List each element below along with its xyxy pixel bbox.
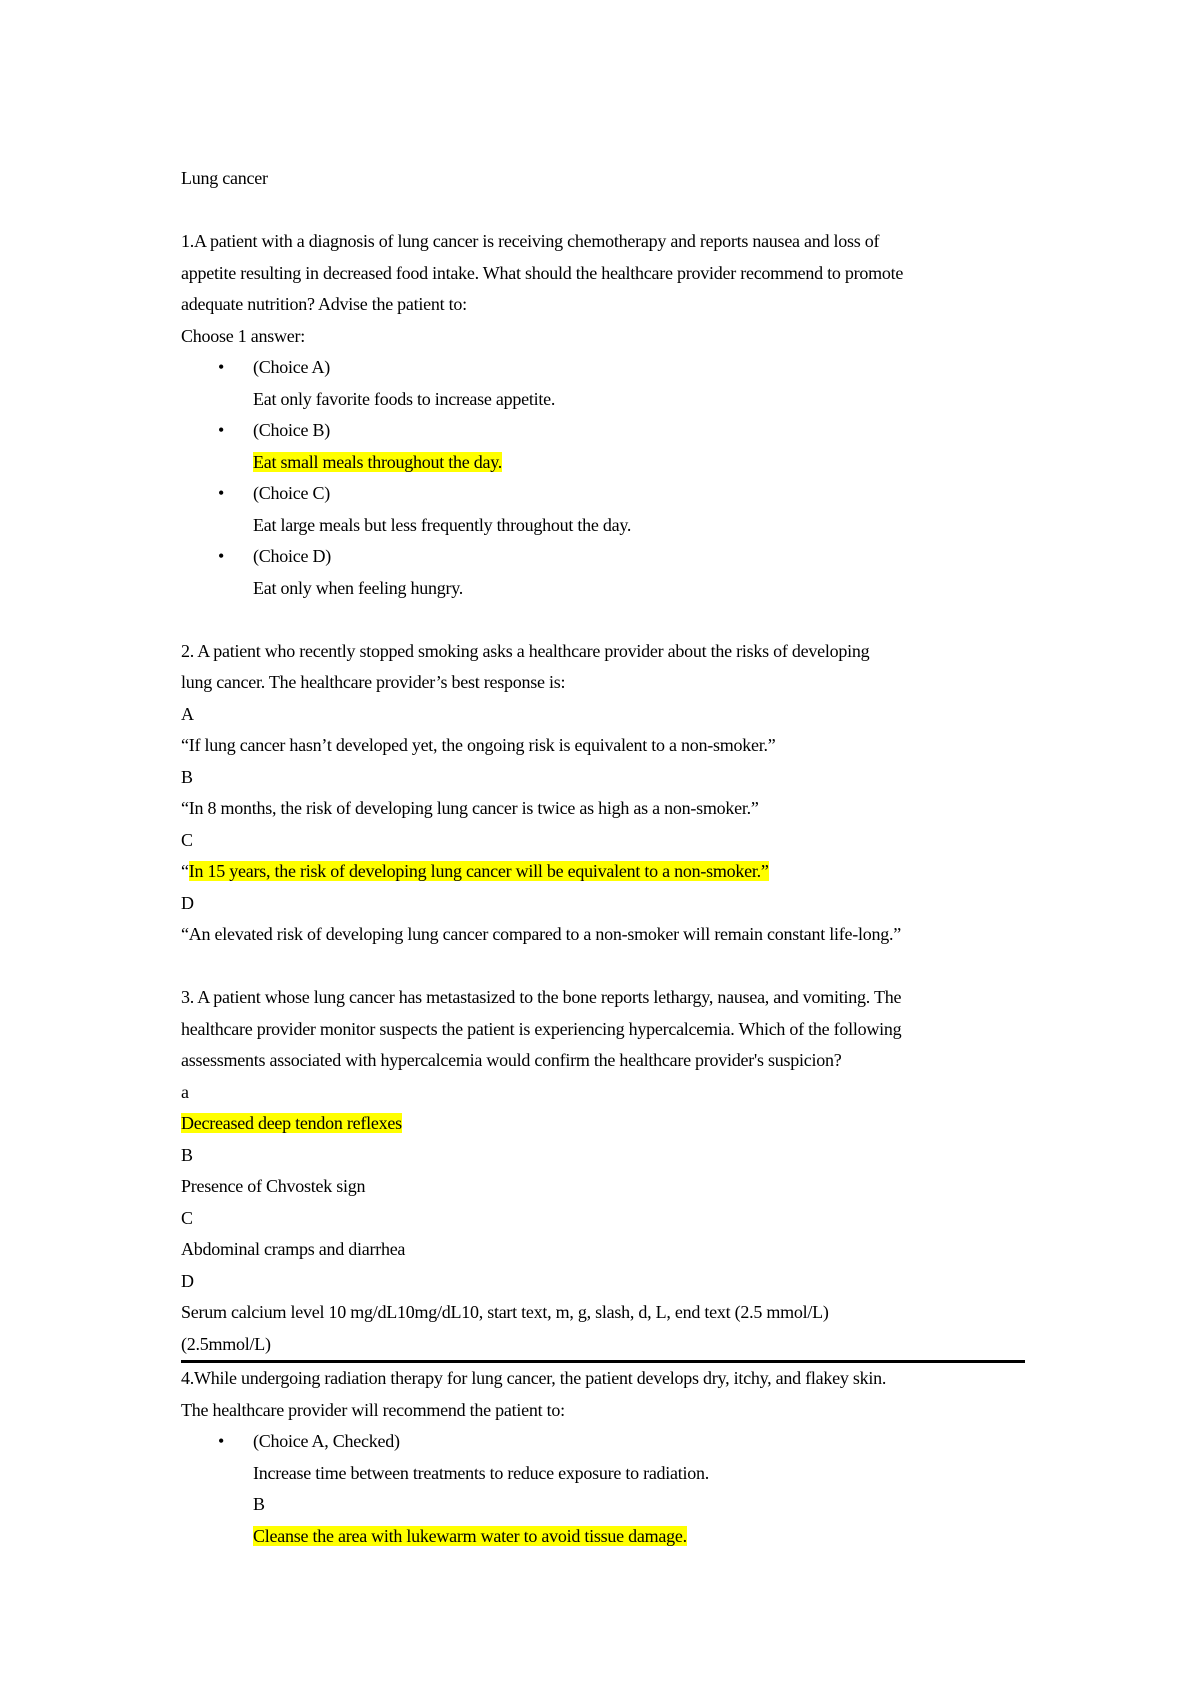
- question-3-choice-b-label: B: [181, 1144, 193, 1165]
- question-1-instruction: Choose 1 answer:: [181, 325, 305, 346]
- question-3-choice-a-label: a: [181, 1081, 189, 1102]
- question-1: [181, 226, 1029, 604]
- question-2-choice-d-text: “An elevated risk of developing lung cancer compared to a non-smoker will remain constant life-long.”: [181, 924, 901, 944]
- question-3-choice-c-text: Abdominal cramps and diarrhea: [181, 1239, 406, 1259]
- question-1-choice-a[interactable]: [181, 352, 1029, 384]
- open-quote: “: [181, 861, 189, 881]
- question-1-choice-c[interactable]: [181, 478, 1029, 510]
- document-title: Lung cancer: [181, 168, 268, 188]
- question-2: [181, 636, 1029, 951]
- question-3-choice-a-text: [181, 1108, 1029, 1140]
- choice-text: Eat only when feeling hungry.: [253, 577, 464, 598]
- question-2-choice-c-label: C: [181, 829, 193, 850]
- choice-label: (Choice A): [253, 357, 330, 377]
- highlighted-answer: In 15 years, the risk of developing lung cancer will be equivalent to a non-smoker.”: [188, 861, 769, 881]
- question-2-choice-c-text: [181, 856, 1029, 888]
- question-3-choice-d-text: Serum calcium level 10 mg/dL10mg/dL10, start text, m, g, slash, d, L, end text (2.5 mmol/L): [181, 1302, 829, 1322]
- question-1-choice-d[interactable]: [181, 541, 1029, 573]
- choice-label: (Choice A, Checked): [253, 1431, 400, 1451]
- question-4-text-line-2: The healthcare provider will recommend the patient to:: [181, 1399, 565, 1420]
- question-3-text-line-3: assessments associated with hypercalcemia would confirm the healthcare provider's suspicion?: [181, 1050, 842, 1070]
- document-body: [181, 163, 1029, 1552]
- question-2-choice-d-label: D: [181, 892, 194, 913]
- question-4: [181, 1363, 1029, 1552]
- spacer: [181, 951, 1029, 983]
- question-2-text-line-2: lung cancer. The healthcare provider’s best response is:: [181, 672, 566, 692]
- question-3-choice-b-text: Presence of Chvostek sign: [181, 1176, 366, 1196]
- question-2-choice-a-label: A: [181, 703, 194, 724]
- question-3-text-line-1: 3. A patient whose lung cancer has metastasized to the bone reports lethargy, nausea, and vomiting. The: [181, 987, 902, 1007]
- choice-text-highlighted: [181, 1521, 1029, 1553]
- question-3-choice-c-label: C: [181, 1207, 193, 1228]
- question-3-choice-d-label: D: [181, 1270, 194, 1291]
- question-3-text-line-2: healthcare provider monitor suspects the patient is experiencing hypercalcemia. Which of the following: [181, 1018, 902, 1039]
- question-1-text-line-1: 1.A patient with a diagnosis of lung cancer is receiving chemotherapy and reports nausea and loss of: [181, 231, 880, 251]
- question-2-choice-b-text: “In 8 months, the risk of developing lung cancer is twice as high as a non-smoker.”: [181, 798, 759, 818]
- spacer: [181, 604, 1029, 636]
- question-2-choice-a-text: “If lung cancer hasn’t developed yet, the ongoing risk is equivalent to a non-smoker.”: [181, 735, 776, 755]
- choice-label: (Choice B): [253, 420, 330, 440]
- highlighted-answer: Decreased deep tendon reflexes: [181, 1113, 402, 1133]
- question-1-text-line-3: adequate nutrition? Advise the patient to:: [181, 294, 467, 314]
- choice-text: Increase time between treatments to reduce exposure to radiation.: [253, 1462, 710, 1483]
- highlighted-answer: Cleanse the area with lukewarm water to avoid tissue damage.: [253, 1525, 687, 1546]
- choice-label: (Choice D): [253, 546, 331, 566]
- question-1-text-line-2: appetite resulting in decreased food intake. What should the healthcare provider recommend to promote: [181, 262, 904, 283]
- bullet-icon: •: [218, 483, 225, 503]
- choice-text: Eat large meals but less frequently throughout the day.: [253, 514, 632, 535]
- question-3-choice-d-text-cont: (2.5mmol/L): [181, 1333, 271, 1354]
- choice-text: Eat only favorite foods to increase appetite.: [253, 388, 556, 409]
- question-4-choice-a[interactable]: [181, 1426, 1029, 1458]
- bullet-icon: •: [218, 1431, 225, 1451]
- bullet-icon: •: [218, 546, 225, 566]
- choice-text-highlighted: [181, 447, 1029, 479]
- question-4-text-line-1: 4.While undergoing radiation therapy for lung cancer, the patient develops dry, itchy, and flakey skin.: [181, 1368, 887, 1388]
- question-3: [181, 982, 1029, 1360]
- spacer: [181, 195, 1029, 227]
- bullet-icon: •: [218, 357, 225, 377]
- highlighted-answer: Eat small meals throughout the day.: [253, 451, 503, 472]
- question-1-choice-b[interactable]: [181, 415, 1029, 447]
- question-4-choice-b-label: B: [253, 1494, 265, 1514]
- question-2-choice-b-label: B: [181, 766, 193, 787]
- choice-label: (Choice C): [253, 483, 330, 503]
- bullet-icon: •: [218, 420, 225, 440]
- question-2-text-line-1: 2. A patient who recently stopped smoking asks a healthcare provider about the risks of developing: [181, 640, 870, 661]
